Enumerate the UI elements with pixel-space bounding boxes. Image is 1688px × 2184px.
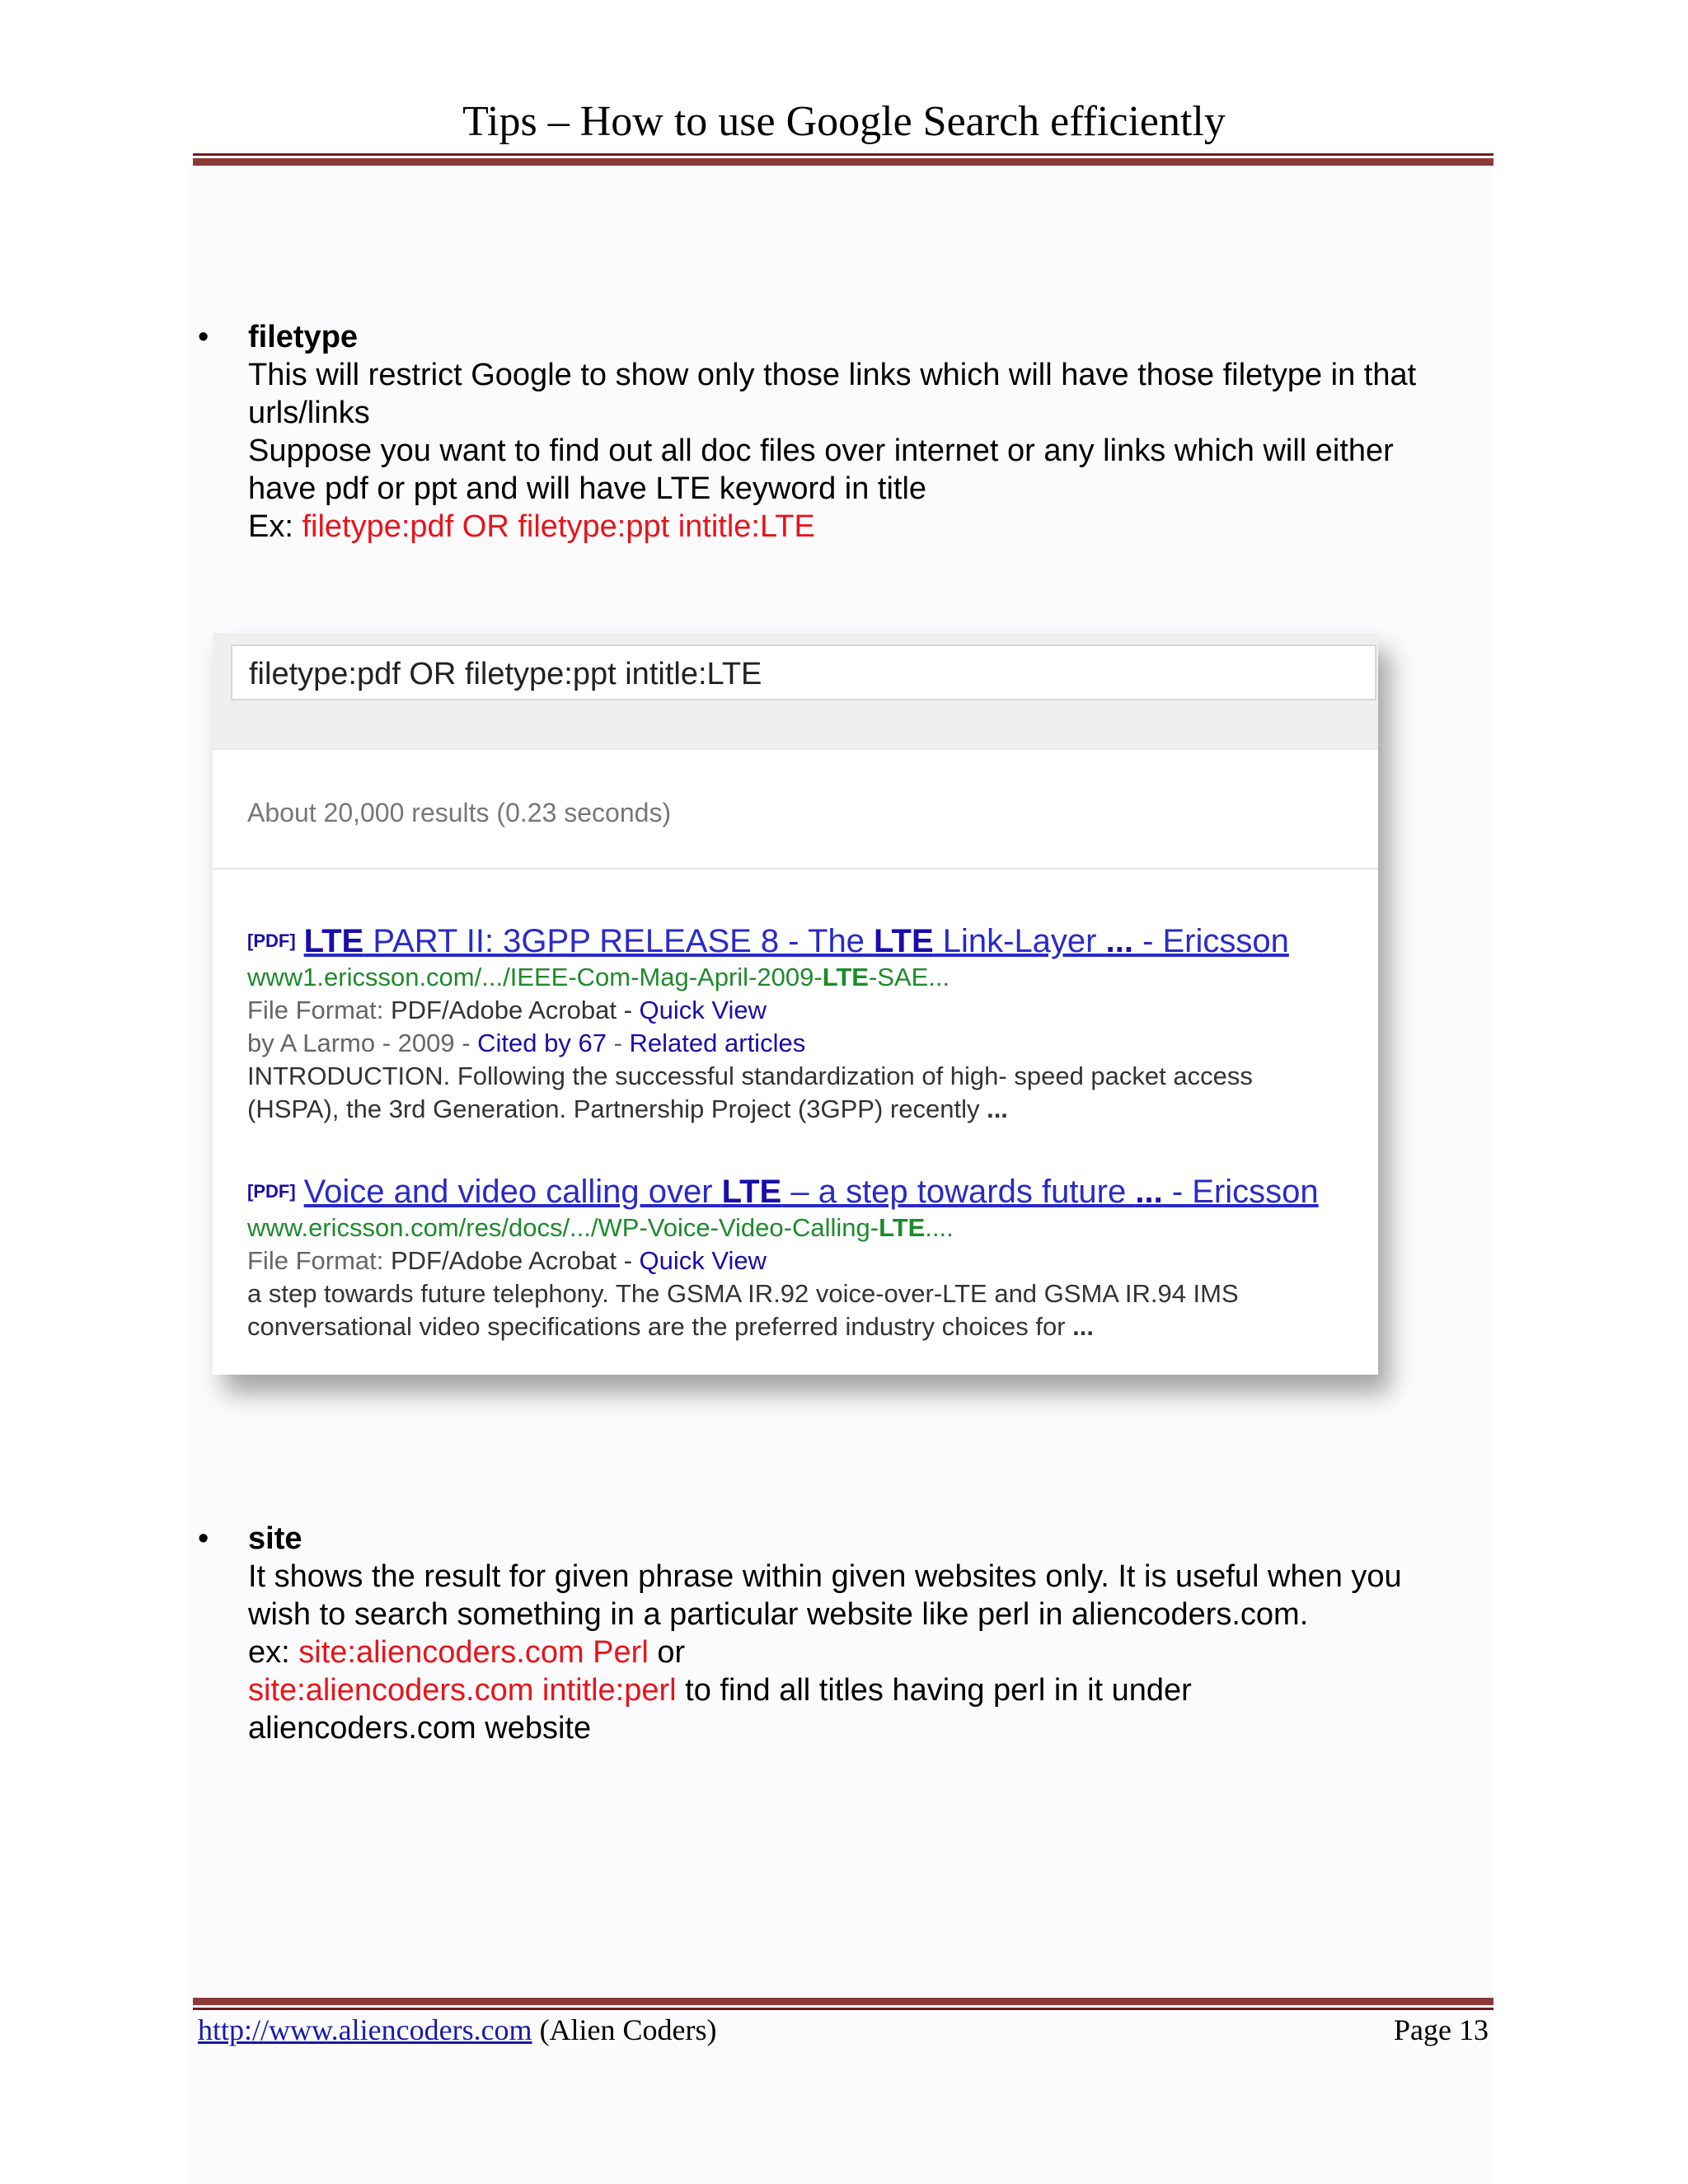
site-example-1: ex: site:aliencoders.com Perl or [248,1635,686,1670]
search-result [247,921,1368,1126]
site-text-line: It shows the result for given phrase within given websites only. It is useful when you [248,1559,1402,1594]
result-url: www1.ericsson.com/.../IEEE-Com-Mag-April-2009-LTE-SAE... [247,963,950,991]
page-header-title: Tips – How to use Google Search efficiently [462,98,1226,145]
result-url: www.ericsson.com/res/docs/.../WP-Voice-Video-Calling-LTE.... [247,1213,954,1242]
search-result [247,1172,1368,1343]
filetype-text-line: urls/links [248,396,370,430]
filetype-section [248,318,1509,546]
footer-source [198,2013,717,2047]
divider [213,868,1378,869]
site-text-line: aliencoders.com website [248,1711,592,1746]
example-query: site:aliencoders.com intitle:perl [248,1673,677,1708]
site-heading: site [248,1521,302,1556]
divider [213,748,1378,750]
result-title-link[interactable]: LTE PART II: 3GPP RELEASE 8 - The LTE Link-Layer ... - Ericsson [303,923,1289,959]
result-citation: by A Larmo - 2009 - Cited by 67 - Related articles [247,1029,806,1057]
filetype-example [248,508,1509,546]
result-snippet: (HSPA), the 3rd Generation. Partnership Project (3GPP) recently ... [247,1094,1008,1123]
header-rule [193,153,1493,166]
result-snippet: conversational video specifications are the preferred industry choices for ... [247,1312,1094,1341]
example-query: site:aliencoders.com Perl [298,1635,649,1670]
site-section [248,1520,1509,1747]
cited-by-link[interactable]: Cited by 67 [477,1029,607,1057]
filetype-text-line: This will restrict Google to show only those links which will have those filetype in that [248,358,1417,392]
filetype-text-line: Suppose you want to find out all doc files over internet or any links which will either [248,434,1394,468]
bullet-icon: • [198,320,209,354]
search-input[interactable]: filetype:pdf OR filetype:ppt intitle:LTE [231,644,1376,701]
bullet-icon: • [198,1521,209,1556]
result-title-row[interactable] [247,921,1368,961]
footer-link[interactable]: http://www.aliencoders.com [198,2013,532,2046]
site-example-2: site:aliencoders.com intitle:perl to find all titles having perl in it under [248,1673,1192,1708]
result-file-format: File Format: PDF/Adobe Acrobat - Quick View [247,996,767,1024]
result-snippet: a step towards future telephony. The GSMA IR.92 voice-over-LTE and GSMA IR.94 IMS [247,1279,1239,1308]
quick-view-link[interactable]: Quick View [639,996,767,1024]
result-file-format: File Format: PDF/Adobe Acrobat - Quick View [247,1246,767,1275]
quick-view-link[interactable]: Quick View [639,1246,767,1275]
example-prefix: Ex: [248,509,302,544]
pdf-tag: [PDF] [247,930,296,951]
result-title-row[interactable] [247,1172,1368,1212]
filetype-heading: filetype [248,320,359,354]
footer-site-name: (Alien Coders) [532,2013,717,2046]
example-query: filetype:pdf OR filetype:ppt intitle:LTE [302,509,815,544]
site-text-line: wish to search something in a particular website like perl in aliencoders.com. [248,1597,1309,1632]
related-articles-link[interactable]: Related articles [629,1029,806,1057]
search-results-screenshot [213,633,1378,1375]
pdf-tag: [PDF] [247,1181,296,1202]
filetype-text-line: have pdf or ppt and will have LTE keyword in title [248,471,927,506]
result-title-link[interactable]: Voice and video calling over LTE – a step towards future ... - Ericsson [303,1174,1319,1210]
results-stats: About 20,000 results (0.23 seconds) [247,798,672,827]
result-snippet: INTRODUCTION. Following the successful standardization of high- speed packet access [247,1062,1253,1090]
footer-rule [193,1998,1493,2010]
page-number: Page 13 [1394,2013,1489,2046]
